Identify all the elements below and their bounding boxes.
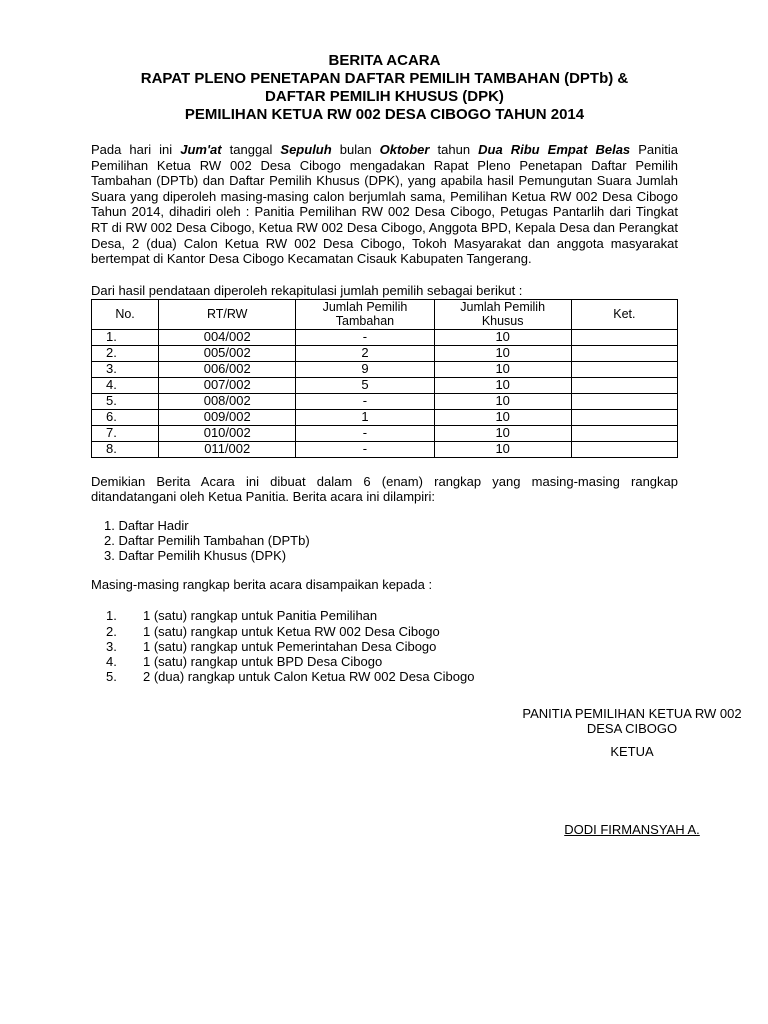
cell-no: 7.: [92, 425, 159, 441]
cell-no: 4.: [92, 377, 159, 393]
signature-org-line-1: PANITIA PEMILIHAN KETUA RW 002: [522, 706, 742, 721]
cell-tambahan: 2: [296, 345, 434, 361]
signature-name: DODI FIRMANSYAH A.: [564, 822, 700, 837]
cell-ket: [571, 345, 677, 361]
list-item: [91, 624, 678, 639]
title-line-3: DAFTAR PEMILIH KHUSUS (DPK): [265, 88, 504, 105]
cell-khusus: 10: [434, 377, 571, 393]
cell-ket: [571, 361, 677, 377]
list-item: 1. Daftar Hadir: [104, 517, 189, 533]
list-item-number: 5.: [106, 669, 117, 685]
cell-tambahan: -: [296, 425, 434, 441]
cell-ket: [571, 425, 677, 441]
header-tambahan-line-2: Tambahan: [335, 314, 395, 329]
list-item-text: 1 (satu) rangkap untuk Ketua RW 002 Desa Cibogo: [143, 623, 440, 639]
opening-paragraph: [91, 142, 678, 267]
cell-khusus: 10: [434, 441, 571, 457]
cell-no: 1.: [92, 329, 159, 345]
header-ket: Ket.: [571, 299, 677, 329]
copies-intro: Masing-masing rangkap berita acara disampaikan kepada :: [91, 577, 433, 593]
cell-no: 6.: [92, 409, 159, 425]
cell-tambahan: 1: [296, 409, 434, 425]
cell-ket: [571, 441, 677, 457]
opening-text-4: tahun: [429, 142, 479, 157]
cell-rtrw: 008/002: [159, 393, 296, 409]
header-tambahan-line-1: Jumlah Pemilih: [322, 300, 408, 315]
cell-rtrw: 004/002: [159, 329, 296, 345]
cell-rtrw: 009/002: [159, 409, 296, 425]
header-tambahan: [296, 299, 434, 329]
list-item: [91, 654, 678, 669]
signature-role: KETUA: [610, 744, 654, 759]
cell-ket: [571, 329, 677, 345]
document-page: [91, 52, 742, 837]
cell-rtrw: 011/002: [159, 441, 296, 457]
cell-rtrw: 010/002: [159, 425, 296, 441]
cell-tambahan: -: [296, 329, 434, 345]
cell-khusus: 10: [434, 361, 571, 377]
list-item-number: 2.: [106, 623, 117, 639]
title-line-4: PEMILIHAN KETUA RW 002 DESA CIBOGO TAHUN 2014: [184, 106, 585, 123]
table-row: [92, 377, 678, 393]
cell-tambahan: 9: [296, 361, 434, 377]
copies-list: [91, 608, 678, 684]
cell-no: 3.: [92, 361, 159, 377]
list-item: [91, 639, 678, 654]
title-line-2: RAPAT PLENO PENETAPAN DAFTAR PEMILIH TAMBAHAN (DPTb) &: [140, 70, 629, 87]
cell-tambahan: -: [296, 441, 434, 457]
table-row: [92, 329, 678, 345]
table-row: [92, 441, 678, 457]
opening-date: Sepuluh: [280, 142, 332, 157]
cell-no: 5.: [92, 393, 159, 409]
header-khusus-line-1: Jumlah Pemilih: [460, 300, 546, 315]
list-item: 3. Daftar Pemilih Khusus (DPK): [104, 547, 287, 563]
list-item-text: 1 (satu) rangkap untuk Pemerintahan Desa Cibogo: [143, 638, 437, 654]
title-line-1: BERITA ACARA: [328, 52, 441, 69]
cell-khusus: 10: [434, 329, 571, 345]
cell-khusus: 10: [434, 393, 571, 409]
list-item-text: 1 (satu) rangkap untuk Panitia Pemilihan: [143, 608, 378, 624]
signature-organization: [482, 706, 768, 736]
list-item-text: 1 (satu) rangkap untuk BPD Desa Cibogo: [143, 653, 383, 669]
opening-text-3: bulan: [331, 142, 380, 157]
document-title: [91, 52, 678, 124]
cell-ket: [571, 393, 677, 409]
opening-text-2: tanggal: [221, 142, 281, 157]
opening-month: Oktober: [379, 142, 430, 157]
closing-paragraph: Demikian Berita Acara ini dibuat dalam 6 (enam) rangkap yang masing-masing rangkap ditandatangani oleh Ketua Panitia. Berita acara ini dilampiri:: [91, 473, 678, 505]
table-row: [92, 425, 678, 441]
voter-recap-table: [91, 299, 678, 458]
list-item-number: 3.: [106, 638, 117, 654]
list-item: [91, 608, 678, 623]
cell-rtrw: 005/002: [159, 345, 296, 361]
cell-ket: [571, 409, 677, 425]
cell-tambahan: 5: [296, 377, 434, 393]
cell-rtrw: 006/002: [159, 361, 296, 377]
table-row: [92, 409, 678, 425]
opening-text-1: Pada hari ini: [91, 142, 181, 157]
opening-day: Jum'at: [180, 142, 222, 157]
signature-org-line-2: DESA CIBOGO: [586, 721, 678, 736]
table-row: [92, 393, 678, 409]
header-no: No.: [92, 299, 159, 329]
cell-khusus: 10: [434, 345, 571, 361]
list-item: 2. Daftar Pemilih Tambahan (DPTb): [104, 532, 310, 548]
header-rtrw: RT/RW: [159, 299, 296, 329]
cell-ket: [571, 377, 677, 393]
cell-khusus: 10: [434, 409, 571, 425]
list-item-number: 4.: [106, 653, 117, 669]
list-item: [91, 669, 678, 684]
cell-rtrw: 007/002: [159, 377, 296, 393]
table-row: [92, 361, 678, 377]
table-header-row: [92, 299, 678, 329]
cell-no: 2.: [92, 345, 159, 361]
cell-khusus: 10: [434, 425, 571, 441]
list-item-text: 2 (dua) rangkap untuk Calon Ketua RW 002 Desa Cibogo: [143, 669, 475, 685]
header-khusus: [434, 299, 571, 329]
list-item-number: 1.: [106, 608, 117, 624]
table-row: [92, 345, 678, 361]
opening-text-5: Panitia Pemilihan Ketua RW 002 Desa Cibogo mengadakan Rapat Pleno Penetapan Daftar Pemilih Tambahan (DPTb) dan Daftar Pemilih Khusus (DPK), yang apabila hasil Pemungutan Suara Jumlah Suara yang diperoleh masing-masing calon berjumlah sama, Pemilihan Ketua RW 002 Desa Cibogo Tahun 2014, dihadiri oleh : Panitia Pemilihan RW 002 Desa Cibogo, Petugas Pantarlih dari Tingkat RT di RW 002 Desa Cibogo, Ketua RW 002 Desa Cibogo, Anggota BPD, Kepala Desa dan Perangkat Desa, 2 (dua) Calon Ketua RW 002 Desa Cibogo, Tokoh Masyarakat dan anggota masyarakat bertempat di Kantor Desa Cibogo Kecamatan Cisauk Kabupaten Tangerang.: [91, 142, 678, 267]
opening-year: Dua Ribu Empat Belas: [478, 142, 631, 157]
cell-tambahan: -: [296, 393, 434, 409]
table-intro: Dari hasil pendataan diperoleh rekapitulasi jumlah pemilih sebagai berikut :: [91, 282, 523, 298]
header-khusus-line-2: Khusus: [481, 314, 524, 329]
attachment-list: [91, 519, 678, 563]
cell-no: 8.: [92, 441, 159, 457]
